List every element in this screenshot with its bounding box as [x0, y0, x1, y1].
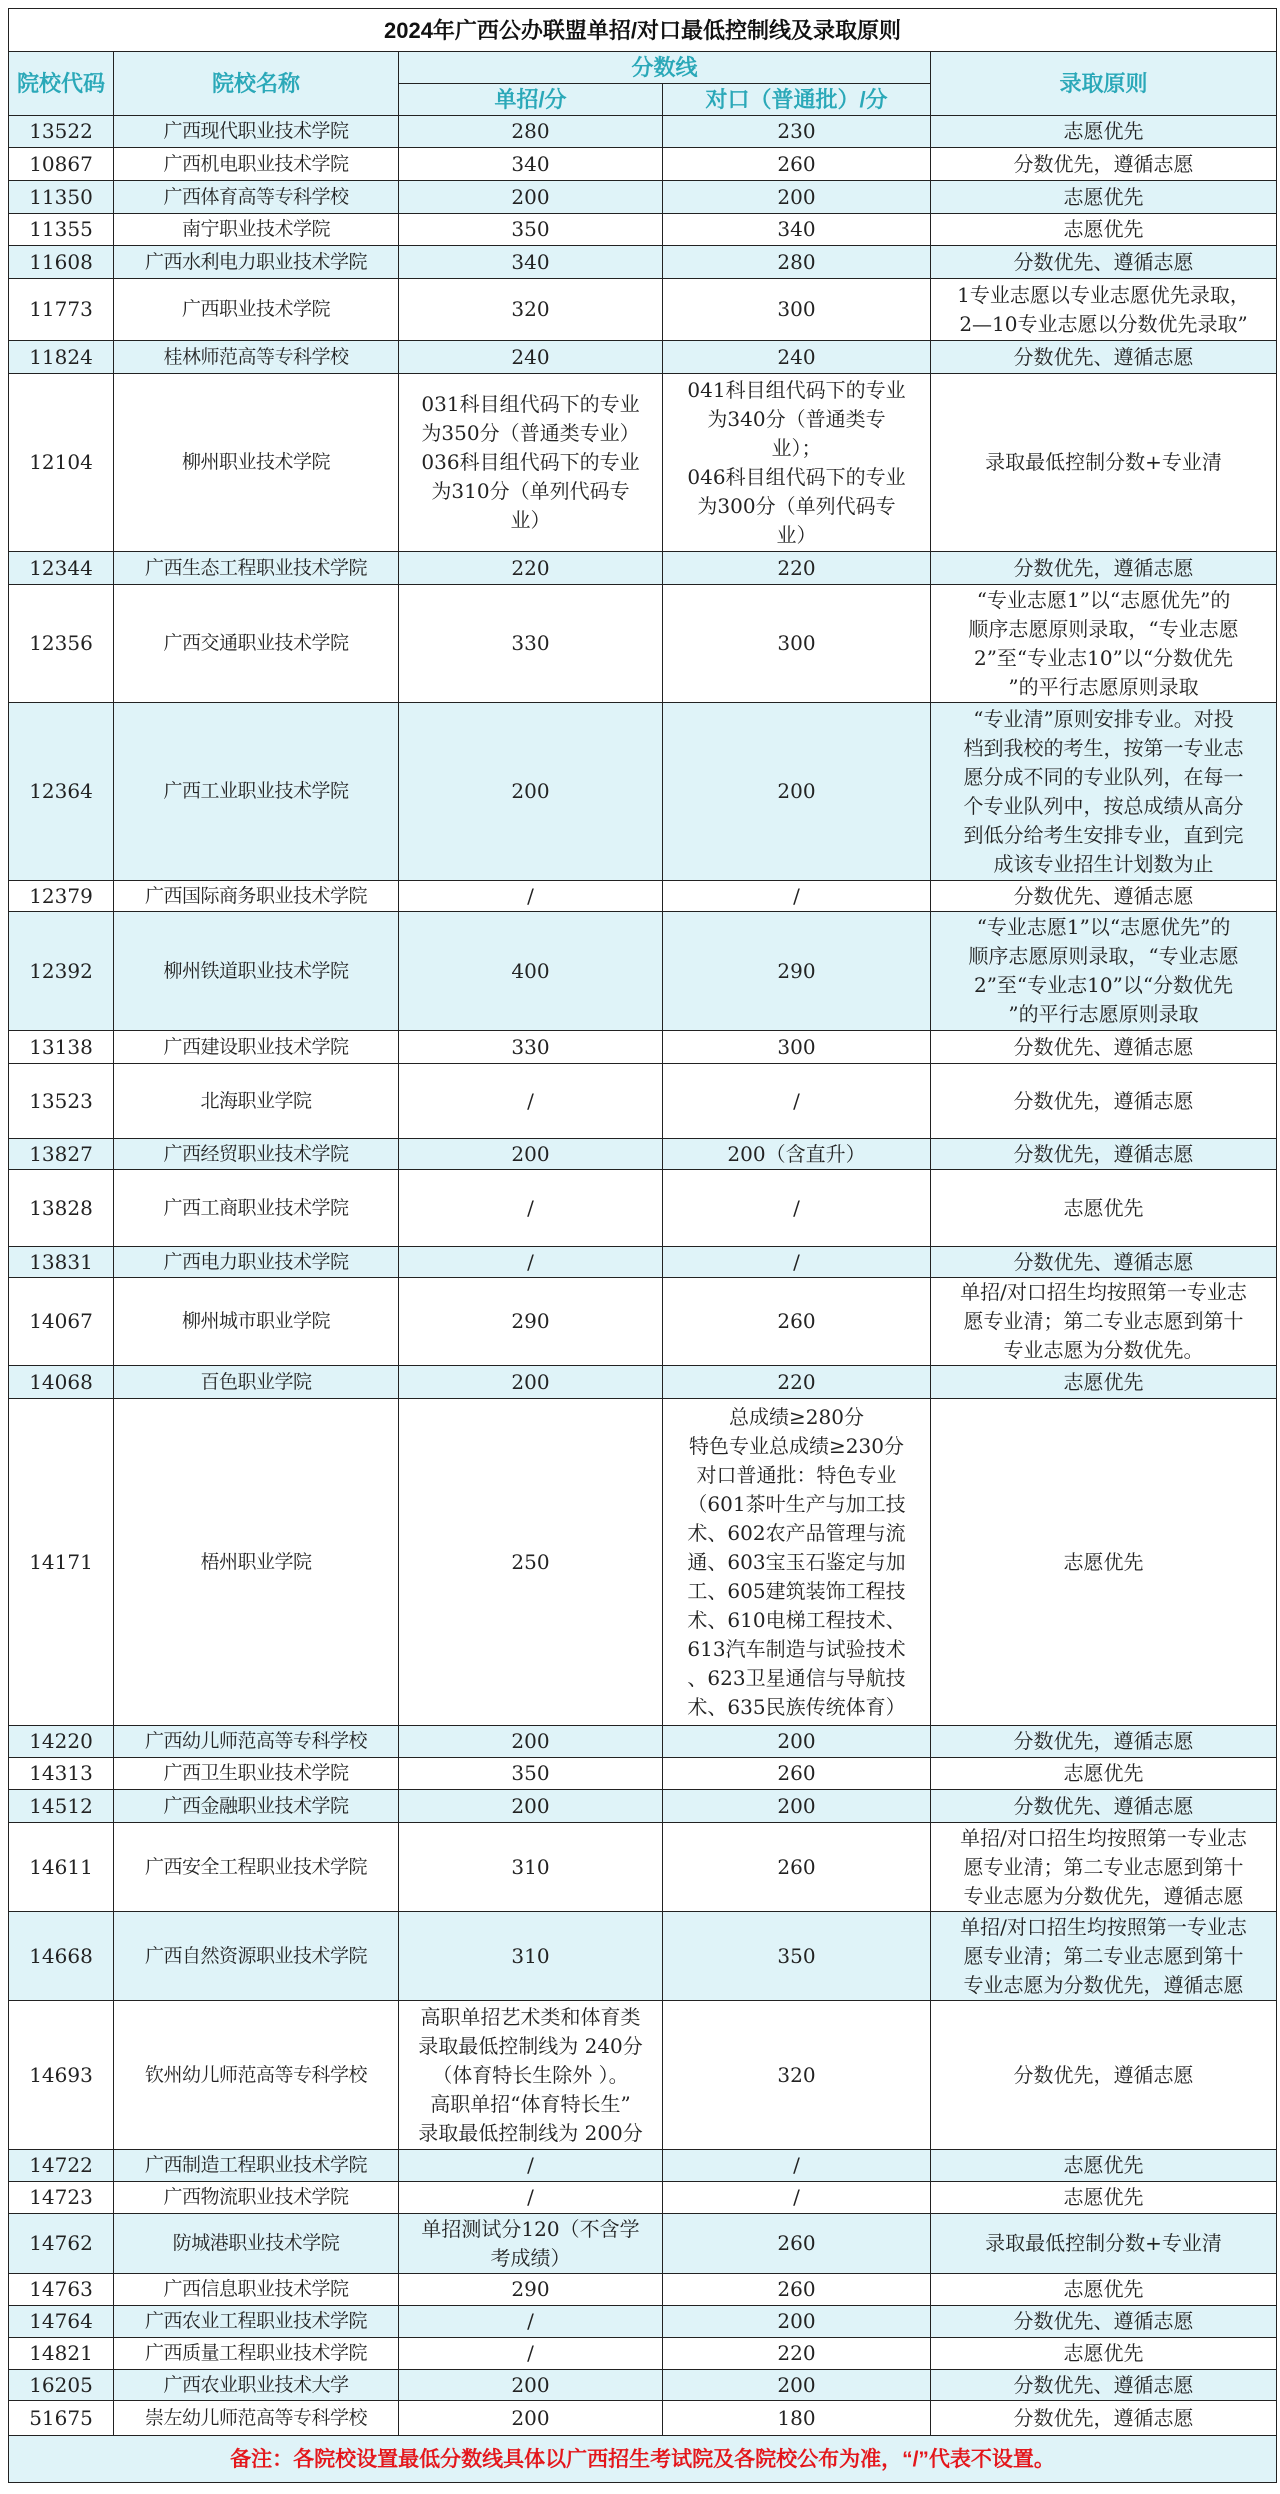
- cell-principle: 单招/对口招生均按照第一专业志 愿专业清；第二专业志愿到第十 专业志愿为分数优先，遵循志愿: [931, 1823, 1277, 1912]
- cell-counterpart-score: 340: [663, 214, 931, 246]
- admission-table: [8, 8, 1277, 2483]
- cell-principle: 志愿优先: [931, 116, 1277, 148]
- cell-counterpart-score: 260: [663, 148, 931, 181]
- table-row: [9, 2001, 1277, 2150]
- cell-code: 14313: [9, 1758, 114, 1790]
- cell-counterpart-score: /: [663, 2150, 931, 2182]
- cell-single-score: 400: [399, 912, 663, 1031]
- cell-single-score: 240: [399, 341, 663, 374]
- table-row: [9, 2338, 1277, 2370]
- cell-principle: 分数优先，遵循志愿: [931, 2401, 1277, 2436]
- cell-name: 广西农业职业技术大学: [114, 2370, 399, 2401]
- cell-principle: 录取最低控制分数+专业清: [931, 374, 1277, 552]
- cell-single-score: 200: [399, 1366, 663, 1399]
- cell-counterpart-score: 200（含直升）: [663, 1139, 931, 1170]
- cell-code: 13522: [9, 116, 114, 148]
- cell-principle: 分数优先，遵循志愿: [931, 552, 1277, 585]
- table-row: [9, 1064, 1277, 1139]
- table-title: 2024年广西公办联盟单招/对口最低控制线及录取原则: [9, 9, 1277, 52]
- table-row: [9, 1366, 1277, 1399]
- cell-code: 12379: [9, 881, 114, 912]
- cell-code: 14171: [9, 1399, 114, 1726]
- cell-principle: 分数优先、遵循志愿: [931, 1247, 1277, 1278]
- cell-name: 梧州职业学院: [114, 1399, 399, 1726]
- header-score-group: 分数线: [399, 52, 931, 84]
- table-row: [9, 181, 1277, 214]
- cell-single-score: 200: [399, 1726, 663, 1758]
- cell-counterpart-score: 220: [663, 552, 931, 585]
- cell-name: 广西卫生职业技术学院: [114, 1758, 399, 1790]
- cell-counterpart-score: 300: [663, 279, 931, 341]
- table-row: [9, 279, 1277, 341]
- cell-code: 14220: [9, 1726, 114, 1758]
- cell-counterpart-score: 总成绩≥280分 特色专业总成绩≥230分 对口普通批：特色专业 （601茶叶生产与加工技 术、602农产品管理与流 通、603宝玉石鉴定与加 工、605建筑装饰工程技 术、610电梯工程技术、 613汽车制造与试验技术 、623卫星通信与导航技 术、635民族传统体育）: [663, 1399, 931, 1726]
- header-name: 院校名称: [114, 52, 399, 116]
- cell-code: 12364: [9, 703, 114, 881]
- cell-counterpart-score: /: [663, 1247, 931, 1278]
- cell-principle: 分数优先，遵循志愿: [931, 1064, 1277, 1139]
- table-row: [9, 2182, 1277, 2214]
- cell-single-score: /: [399, 2338, 663, 2370]
- cell-counterpart-score: 041科目组代码下的专业 为340分（普通类专 业）； 046科目组代码下的专业 为300分（单列代码专 业）: [663, 374, 931, 552]
- cell-code: 14722: [9, 2150, 114, 2182]
- cell-code: 14764: [9, 2306, 114, 2338]
- cell-name: 广西国际商务职业技术学院: [114, 881, 399, 912]
- cell-counterpart-score: 260: [663, 1278, 931, 1366]
- cell-counterpart-score: /: [663, 1064, 931, 1139]
- cell-name: 崇左幼儿师范高等专科学校: [114, 2401, 399, 2436]
- cell-code: 13831: [9, 1247, 114, 1278]
- table-row: [9, 552, 1277, 585]
- cell-code: 16205: [9, 2370, 114, 2401]
- cell-single-score: /: [399, 1247, 663, 1278]
- cell-single-score: 031科目组代码下的专业 为350分（普通类专业） 036科目组代码下的专业 为310分（单列代码专 业）: [399, 374, 663, 552]
- cell-principle: 志愿优先: [931, 2274, 1277, 2306]
- table-row: [9, 881, 1277, 912]
- cell-code: 14068: [9, 1366, 114, 1399]
- cell-name: 防城港职业技术学院: [114, 2214, 399, 2274]
- cell-code: 13138: [9, 1031, 114, 1064]
- cell-name: 广西工业职业技术学院: [114, 703, 399, 881]
- cell-counterpart-score: 300: [663, 1031, 931, 1064]
- table-row: [9, 2150, 1277, 2182]
- cell-principle: 分数优先，遵循志愿: [931, 1139, 1277, 1170]
- cell-counterpart-score: 200: [663, 703, 931, 881]
- table-row: [9, 1912, 1277, 2001]
- cell-single-score: 320: [399, 279, 663, 341]
- table-row: [9, 1758, 1277, 1790]
- cell-single-score: 单招测试分120（不含学 考成绩）: [399, 2214, 663, 2274]
- cell-principle: 志愿优先: [931, 1366, 1277, 1399]
- table-row: [9, 1726, 1277, 1758]
- table-row: [9, 1278, 1277, 1366]
- cell-principle: 分数优先，遵循志愿: [931, 1726, 1277, 1758]
- table-row: [9, 1031, 1277, 1064]
- cell-code: 11824: [9, 341, 114, 374]
- table-row: [9, 1790, 1277, 1823]
- cell-code: 13827: [9, 1139, 114, 1170]
- cell-code: 14763: [9, 2274, 114, 2306]
- header-principle: 录取原则: [931, 52, 1277, 116]
- cell-counterpart-score: 240: [663, 341, 931, 374]
- cell-principle: 志愿优先: [931, 181, 1277, 214]
- cell-principle: 分数优先、遵循志愿: [931, 1031, 1277, 1064]
- cell-name: 广西现代职业技术学院: [114, 116, 399, 148]
- cell-counterpart-score: 200: [663, 1790, 931, 1823]
- cell-principle: 单招/对口招生均按照第一专业志 愿专业清；第二专业志愿到第十 专业志愿为分数优先。: [931, 1278, 1277, 1366]
- cell-name: 广西生态工程职业技术学院: [114, 552, 399, 585]
- cell-principle: 分数优先，遵循志愿: [931, 148, 1277, 181]
- cell-single-score: 200: [399, 1790, 663, 1823]
- cell-counterpart-score: 260: [663, 1758, 931, 1790]
- cell-counterpart-score: 220: [663, 1366, 931, 1399]
- cell-counterpart-score: 200: [663, 181, 931, 214]
- cell-principle: 志愿优先: [931, 1170, 1277, 1247]
- cell-counterpart-score: 300: [663, 585, 931, 703]
- cell-single-score: /: [399, 2182, 663, 2214]
- cell-counterpart-score: 350: [663, 1912, 931, 2001]
- cell-counterpart-score: 260: [663, 1823, 931, 1912]
- table-row: [9, 1823, 1277, 1912]
- table-row: [9, 2306, 1277, 2338]
- cell-principle: 志愿优先: [931, 1758, 1277, 1790]
- cell-code: 13828: [9, 1170, 114, 1247]
- cell-principle: 志愿优先: [931, 2182, 1277, 2214]
- cell-name: 广西经贸职业技术学院: [114, 1139, 399, 1170]
- cell-name: 广西工商职业技术学院: [114, 1170, 399, 1247]
- cell-code: 14762: [9, 2214, 114, 2274]
- cell-single-score: 250: [399, 1399, 663, 1726]
- table-row: [9, 246, 1277, 279]
- cell-principle: 志愿优先: [931, 1399, 1277, 1726]
- cell-principle: 分数优先、遵循志愿: [931, 2306, 1277, 2338]
- cell-single-score: 330: [399, 585, 663, 703]
- cell-principle: 分数优先、遵循志愿: [931, 2370, 1277, 2401]
- table-row: [9, 2370, 1277, 2401]
- cell-name: 广西自然资源职业技术学院: [114, 1912, 399, 2001]
- cell-single-score: 220: [399, 552, 663, 585]
- cell-code: 11608: [9, 246, 114, 279]
- footnote: 备注：各院校设置最低分数线具体以广西招生考试院及各院校公布为准，“/”代表不设置。: [9, 2436, 1277, 2483]
- table-body: [9, 116, 1277, 2436]
- cell-counterpart-score: /: [663, 2182, 931, 2214]
- table-row: [9, 1399, 1277, 1726]
- table-row: [9, 148, 1277, 181]
- cell-name: 广西电力职业技术学院: [114, 1247, 399, 1278]
- cell-name: 广西金融职业技术学院: [114, 1790, 399, 1823]
- cell-name: 广西农业工程职业技术学院: [114, 2306, 399, 2338]
- table-row: [9, 341, 1277, 374]
- admission-table-container: [8, 8, 1276, 2483]
- cell-principle: 志愿优先: [931, 214, 1277, 246]
- table-row: [9, 2214, 1277, 2274]
- cell-code: 11350: [9, 181, 114, 214]
- table-row: [9, 585, 1277, 703]
- cell-name: 南宁职业技术学院: [114, 214, 399, 246]
- cell-single-score: 290: [399, 1278, 663, 1366]
- header-single: 单招/分: [399, 84, 663, 116]
- cell-principle: 1专业志愿以专业志愿优先录取， 2—10专业志愿以分数优先录取”: [931, 279, 1277, 341]
- cell-code: 12392: [9, 912, 114, 1031]
- cell-counterpart-score: /: [663, 1170, 931, 1247]
- cell-principle: 志愿优先: [931, 2338, 1277, 2370]
- cell-single-score: 200: [399, 2370, 663, 2401]
- cell-single-score: /: [399, 1064, 663, 1139]
- cell-single-score: 280: [399, 116, 663, 148]
- cell-counterpart-score: 200: [663, 2370, 931, 2401]
- cell-principle: 分数优先、遵循志愿: [931, 341, 1277, 374]
- cell-name: 广西物流职业技术学院: [114, 2182, 399, 2214]
- cell-principle: “专业清”原则安排专业。对投 档到我校的考生，按第一专业志 愿分成不同的专业队列，在每一 个专业队列中，按总成绩从高分 到低分给考生安排专业，直到完 成该专业招生计划数为止: [931, 703, 1277, 881]
- table-row: [9, 912, 1277, 1031]
- cell-name: 柳州城市职业学院: [114, 1278, 399, 1366]
- cell-counterpart-score: 220: [663, 2338, 931, 2370]
- cell-single-score: 340: [399, 246, 663, 279]
- table-row: [9, 2401, 1277, 2436]
- cell-counterpart-score: 290: [663, 912, 931, 1031]
- cell-name: 广西水利电力职业技术学院: [114, 246, 399, 279]
- cell-name: 广西交通职业技术学院: [114, 585, 399, 703]
- cell-code: 14723: [9, 2182, 114, 2214]
- cell-counterpart-score: 180: [663, 2401, 931, 2436]
- cell-single-score: 290: [399, 2274, 663, 2306]
- cell-counterpart-score: 260: [663, 2274, 931, 2306]
- cell-code: 14067: [9, 1278, 114, 1366]
- cell-single-score: 高职单招艺术类和体育类 录取最低控制线为 240分 （体育特长生除外 ）。 高职单招“体育特长生” 录取最低控制线为 200分: [399, 2001, 663, 2150]
- cell-code: 10867: [9, 148, 114, 181]
- cell-single-score: /: [399, 2306, 663, 2338]
- table-row: [9, 1247, 1277, 1278]
- cell-principle: 单招/对口招生均按照第一专业志 愿专业清；第二专业志愿到第十 专业志愿为分数优先，遵循志愿: [931, 1912, 1277, 2001]
- cell-code: 14512: [9, 1790, 114, 1823]
- cell-name: 钦州幼儿师范高等专科学校: [114, 2001, 399, 2150]
- cell-principle: “专业志愿1”以“志愿优先”的 顺序志愿原则录取，“专业志愿 2”至“专业志10”以“分数优先 ”的平行志愿原则录取: [931, 912, 1277, 1031]
- cell-single-score: 350: [399, 214, 663, 246]
- table-row: [9, 374, 1277, 552]
- cell-principle: 分数优先、遵循志愿: [931, 1790, 1277, 1823]
- cell-name: 广西安全工程职业技术学院: [114, 1823, 399, 1912]
- cell-counterpart-score: 280: [663, 246, 931, 279]
- cell-principle: 分数优先、遵循志愿: [931, 246, 1277, 279]
- cell-name: 广西幼儿师范高等专科学校: [114, 1726, 399, 1758]
- cell-code: 11355: [9, 214, 114, 246]
- cell-name: 广西制造工程职业技术学院: [114, 2150, 399, 2182]
- cell-name: 广西信息职业技术学院: [114, 2274, 399, 2306]
- cell-principle: 志愿优先: [931, 2150, 1277, 2182]
- cell-single-score: 310: [399, 1912, 663, 2001]
- cell-code: 51675: [9, 2401, 114, 2436]
- cell-single-score: 310: [399, 1823, 663, 1912]
- cell-single-score: /: [399, 1170, 663, 1247]
- cell-single-score: 200: [399, 1139, 663, 1170]
- cell-code: 12104: [9, 374, 114, 552]
- cell-counterpart-score: /: [663, 881, 931, 912]
- cell-code: 14611: [9, 1823, 114, 1912]
- cell-principle: “专业志愿1”以“志愿优先”的 顺序志愿原则录取，“专业志愿 2”至“专业志10”以“分数优先 ”的平行志愿原则录取: [931, 585, 1277, 703]
- header-counterpart: 对口（普通批）/分: [663, 84, 931, 116]
- cell-name: 广西质量工程职业技术学院: [114, 2338, 399, 2370]
- cell-single-score: /: [399, 881, 663, 912]
- cell-counterpart-score: 200: [663, 2306, 931, 2338]
- cell-name: 广西职业技术学院: [114, 279, 399, 341]
- header-code: 院校代码: [9, 52, 114, 116]
- cell-code: 12356: [9, 585, 114, 703]
- cell-single-score: 200: [399, 2401, 663, 2436]
- cell-single-score: 200: [399, 181, 663, 214]
- cell-counterpart-score: 200: [663, 1726, 931, 1758]
- cell-code: 13523: [9, 1064, 114, 1139]
- cell-name: 柳州铁道职业技术学院: [114, 912, 399, 1031]
- cell-name: 桂林师范高等专科学校: [114, 341, 399, 374]
- table-row: [9, 2274, 1277, 2306]
- cell-principle: 录取最低控制分数+专业清: [931, 2214, 1277, 2274]
- cell-single-score: 350: [399, 1758, 663, 1790]
- table-row: [9, 116, 1277, 148]
- cell-name: 广西机电职业技术学院: [114, 148, 399, 181]
- cell-name: 广西体育高等专科学校: [114, 181, 399, 214]
- cell-principle: 分数优先、遵循志愿: [931, 881, 1277, 912]
- cell-code: 14821: [9, 2338, 114, 2370]
- table-row: [9, 214, 1277, 246]
- cell-code: 14668: [9, 1912, 114, 2001]
- cell-single-score: 330: [399, 1031, 663, 1064]
- cell-principle: 分数优先，遵循志愿: [931, 2001, 1277, 2150]
- cell-single-score: 200: [399, 703, 663, 881]
- table-row: [9, 703, 1277, 881]
- table-row: [9, 1139, 1277, 1170]
- cell-name: 柳州职业技术学院: [114, 374, 399, 552]
- cell-counterpart-score: 320: [663, 2001, 931, 2150]
- cell-counterpart-score: 230: [663, 116, 931, 148]
- cell-code: 14693: [9, 2001, 114, 2150]
- cell-name: 百色职业学院: [114, 1366, 399, 1399]
- cell-code: 11773: [9, 279, 114, 341]
- table-row: [9, 1170, 1277, 1247]
- cell-counterpart-score: 260: [663, 2214, 931, 2274]
- cell-code: 12344: [9, 552, 114, 585]
- cell-single-score: /: [399, 2150, 663, 2182]
- cell-name: 北海职业学院: [114, 1064, 399, 1139]
- cell-name: 广西建设职业技术学院: [114, 1031, 399, 1064]
- cell-single-score: 340: [399, 148, 663, 181]
